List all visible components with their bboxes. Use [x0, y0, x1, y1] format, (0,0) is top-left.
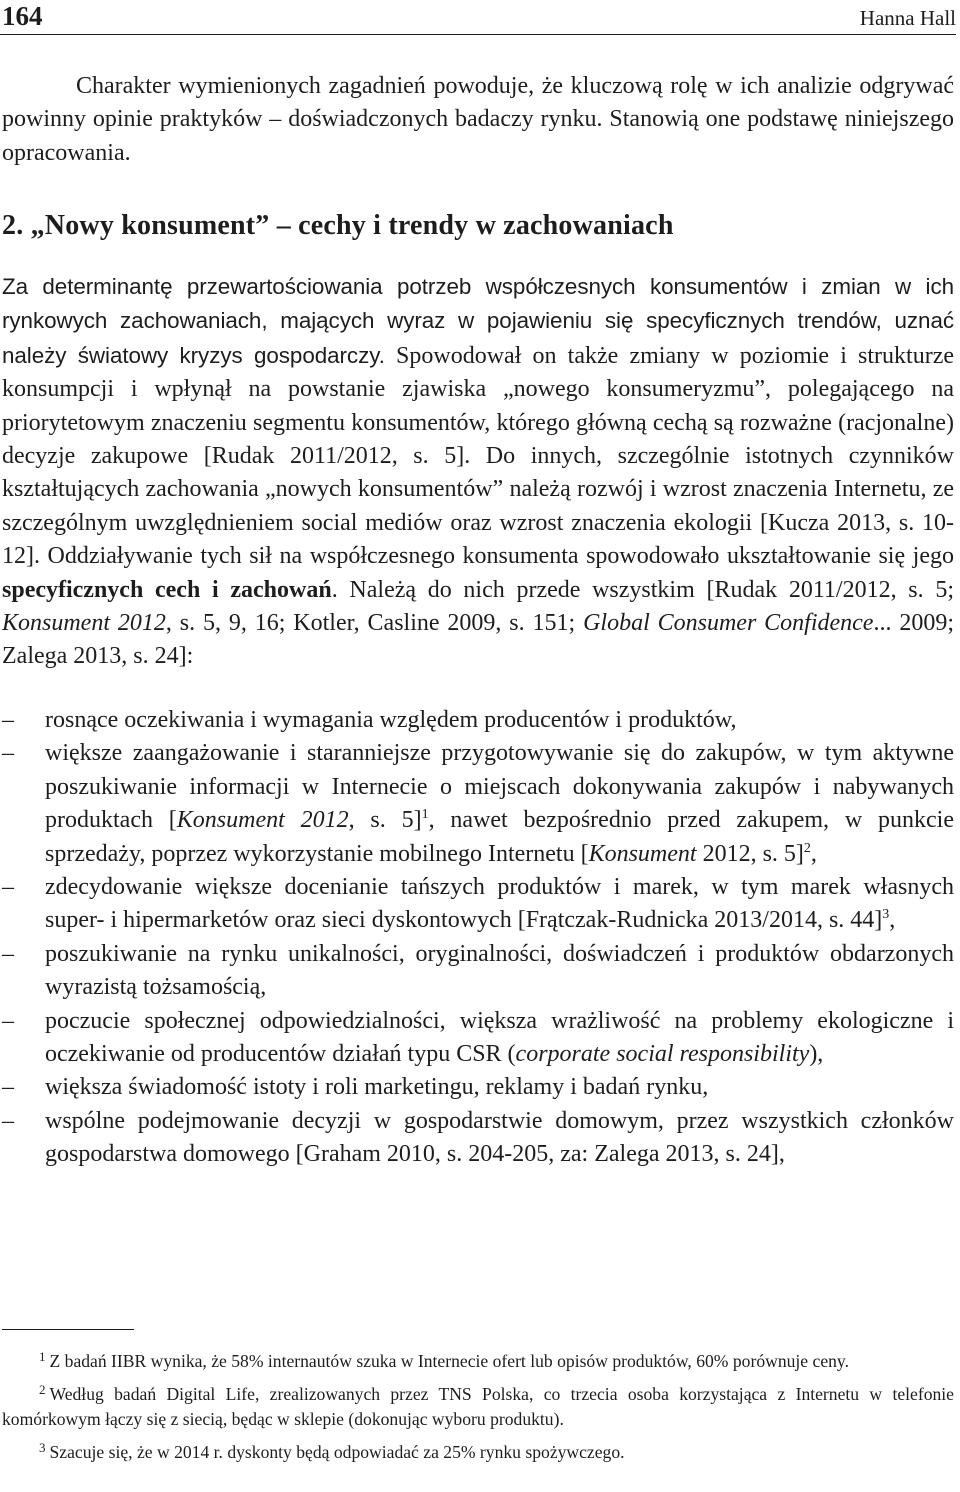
list-item-text: zdecydowanie większe docenianie tańszych produktów i marek, w tym marek własnych super- i hipermarketów oraz sieci dyskontowych [Frątczak-Rudnicka 2013/2014, s. 44]: [45, 874, 954, 934]
footnote-text: Według badań Digital Life, zrealizowanych przez TNS Polska, co trzecia osoba korzystająca z Internetu w telefonie komórkowym łączy się z siecią, będąc w sklepie (dokonując wyboru produktu).: [2, 1384, 954, 1429]
list-item: [2, 871, 954, 938]
list-item: [2, 938, 954, 1005]
footnote-ref-2[interactable]: 2: [803, 840, 811, 856]
list-item-text: wspólne podejmowanie decyzji w gospodarstwie domowym, przez wszystkich członków gospodarstwa domowego [Graham 2010, s. 204-205, za: Zalega 2013, s. 24],: [45, 1107, 954, 1168]
list-item-text: , s. 5]: [348, 807, 422, 834]
list-item: [2, 1005, 954, 1072]
section-heading: [2, 206, 674, 246]
list-dash: –: [2, 874, 14, 901]
list-item-text: 2012, s. 5]: [696, 840, 804, 867]
body-sans-text: Za determinantę przewartościowania potrzeb współczesnych konsumentów i zmian w ich rynkowych zachowaniach, mających wyraz w pojawieniu się specyficznych trendów, uznać należy światowy kryzys gospodarczy.: [2, 274, 954, 368]
list-item: [2, 1071, 954, 1104]
list-item-text: większa świadomość istoty i roli marketingu, reklamy i badań rynku,: [45, 1074, 709, 1101]
list-item: [2, 737, 954, 871]
trend-list: [2, 704, 954, 1172]
running-header: [0, 0, 956, 35]
footnote-separator: [2, 1329, 134, 1330]
list-dash: –: [2, 940, 14, 967]
footnote-2: [2, 1382, 954, 1431]
body-bold-text: specyficznych cech i zachowań: [2, 576, 332, 603]
list-item: [2, 1105, 954, 1172]
footnote-1: [2, 1349, 954, 1373]
footnote-ref-3[interactable]: 3: [882, 907, 890, 923]
footnotes: [2, 1349, 954, 1465]
section-title: „Nowy konsument” – cechy i trendy w zachowaniach: [30, 210, 674, 241]
list-item: [2, 704, 954, 737]
footnote-ref-1[interactable]: 1: [421, 807, 429, 823]
footnote-mark: 2: [39, 1382, 46, 1398]
body-text-2: . Należą do nich przede wszystkim [Rudak 2011/2012, s. 5;: [331, 576, 955, 603]
list-item-italic: Konsument 2012: [176, 807, 349, 834]
footnote-mark: 3: [39, 1440, 46, 1456]
list-item-italic: Konsument: [588, 840, 697, 867]
footnote-text: Z badań IIBR wynika, że 58% internautów szuka w Internecie ofert lub opisów produktów, 60% porównuje ceny.: [49, 1351, 849, 1371]
list-item-text: poszukiwanie na rynku unikalności, oryginalności, doświadczeń i produktów obdarzonych wyrazistą tożsamością,: [45, 940, 954, 1001]
running-author: Hanna Hall: [859, 6, 956, 30]
list-item-text: rosnące oczekiwania i wymagania względem producentów i produktów,: [45, 707, 737, 733]
list-dash: –: [2, 1074, 14, 1101]
list-dash: –: [2, 1007, 14, 1034]
footnote-text: Szacuje się, że w 2014 r. dyskonty będą odpowiadać za 25% rynku spożywczego.: [49, 1442, 625, 1463]
section-number: 2.: [2, 210, 24, 241]
body-text-4: ... 2009; Zalega 2013, s. 24]:: [2, 610, 955, 670]
list-dash: –: [2, 1107, 14, 1134]
footnote-3: [2, 1440, 954, 1464]
list-item-text: poczucie społecznej odpowiedzialności, większa wrażliwość na problemy ekologiczne i oczekiwanie od producentów działań typu CSR (: [45, 1007, 954, 1068]
list-item-text: ,: [810, 840, 817, 867]
body-text-3: , s. 5, 9, 16; Kotler, Casline 2009, s. 151;: [165, 610, 584, 637]
body-italic-2: Global Consumer Confidence: [583, 610, 874, 637]
list-item-text: ),: [809, 1041, 824, 1068]
list-dash: –: [2, 707, 14, 733]
intro-paragraph: Charakter wymienionych zagadnień powoduje, że kluczową rolę w ich analizie odgrywać powinny opinie praktyków – doświadczonych badaczy rynku. Stanowią one podstawę niniejszego opracowania.: [2, 73, 954, 166]
list-item-italic: corporate social responsibility: [515, 1041, 810, 1068]
footnote-mark: 1: [39, 1349, 46, 1364]
page-number: 164: [2, 1, 43, 31]
list-item-text: , nawet bezpośrednio przed zakupem, w punkcie sprzedaży, poprzez wykorzystanie mobilnego Internetu [: [45, 807, 954, 867]
body-paragraph: [2, 270, 954, 674]
body-text-1: Spowodował on także zmiany w poziomie i strukturze konsumpcji i wpłynął na powstanie zjawiska „nowego konsumeryzmu”, polegającego na priorytetowym znaczeniu segmentu konsumentów, którego główną cechą są rozważne (racjonalne) decyzje zakupowe [Rudak 2011/2012, s. 5]. Do innych, szczególnie istotnych czynników kształtujących zachowania „nowych konsumentów” należą rozwój i wzrost znaczenia Internetu, ze szczególnym uwzględnieniem social mediów oraz wzrost znaczenia ekologii [Kucza 2013, s. 10-12]. Oddziaływanie tych sił na współczesnego konsumenta spowodowało ukształtowanie się jego: [2, 342, 955, 570]
body-italic-1: Konsument 2012: [2, 610, 166, 637]
list-item-text: większe zaangażowanie i staranniejsze przygotowywanie się do zakupów, w tym aktywne poszukiwanie informacji w Internecie o miejscach dokonywania zakupów i nabywanych produktach [: [45, 740, 954, 834]
list-item-text: ,: [889, 907, 896, 934]
list-dash: –: [2, 740, 14, 767]
